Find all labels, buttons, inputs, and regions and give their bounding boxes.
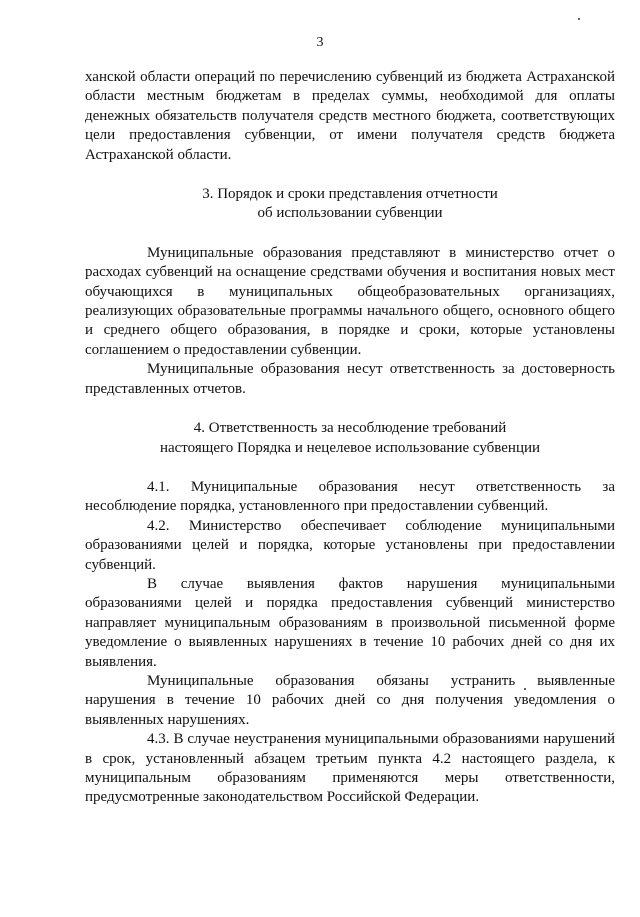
paragraph: Муниципальные образования обязаны устранить выявленные нарушения в течение 10 рабочих дней со дня получения уведомления о выявленных нарушениях. xyxy=(85,672,615,728)
paragraph-4-3: 4.3. В случае неустранения муниципальными образованиями нарушений в срок, установленный абзацем третьим пункта 4.2 настоящего раздела, к муниципальным образованиям применяются меры ответственности, предусмотренные законодательством Российской Федерации. xyxy=(85,731,615,806)
section-3-heading xyxy=(85,185,615,224)
page-number: 3 xyxy=(316,35,324,50)
heading-line: 4. Ответственность за несоблюдение требований xyxy=(193,420,507,437)
heading-line: об использовании субвенции xyxy=(257,205,443,222)
section-4-heading xyxy=(85,419,615,458)
paragraph: В случае выявления фактов нарушения муниципальными образованиями целей и порядка предоставления субвенций министерство направляет муниципальным образованиям в произвольной письменной форме уведомление о выявленных нарушениях в течение 10 рабочих дней со дня их выявления. xyxy=(85,575,615,670)
document-body xyxy=(85,68,615,808)
heading-line: настоящего Порядка и нецелевое использование субвенции xyxy=(159,439,541,456)
paragraph-4-2: 4.2. Министерство обеспечивает соблюдение муниципальными образованиями целей и порядка, которые установлены при предоставлении субвенций. xyxy=(85,517,615,573)
heading-line: 3. Порядок и сроки представления отчетности xyxy=(202,186,498,203)
paragraph: ханской области операций по перечислению субвенций из бюджета Астраханской области местным бюджетам в пределах суммы, необходимой для оплаты денежных обязательств получателя средств местного бюджета, соответствующих цели предоставления субвенции, от имени получателя средств бюджета Астраханской области. xyxy=(85,69,615,163)
paragraph: Муниципальные образования несут ответственность за достоверность представленных отчетов. xyxy=(85,361,615,397)
paragraph-4-1: 4.1. Муниципальные образования несут ответственность за несоблюдение порядка, установленного при предоставлении субвенций. xyxy=(85,478,615,515)
paragraph: Муниципальные образования представляют в министерство отчет о расходах субвенций на оснащение средствами обучения и воспитания новых мест обучающихся в муниципальных общеобразовательных организациях, реализующих образовательные программы начального общего, основного общего и среднего общего образования, в порядке и сроки, которые установлены соглашением о предоставлении субвенции. xyxy=(85,244,615,358)
scan-speck xyxy=(578,18,580,20)
